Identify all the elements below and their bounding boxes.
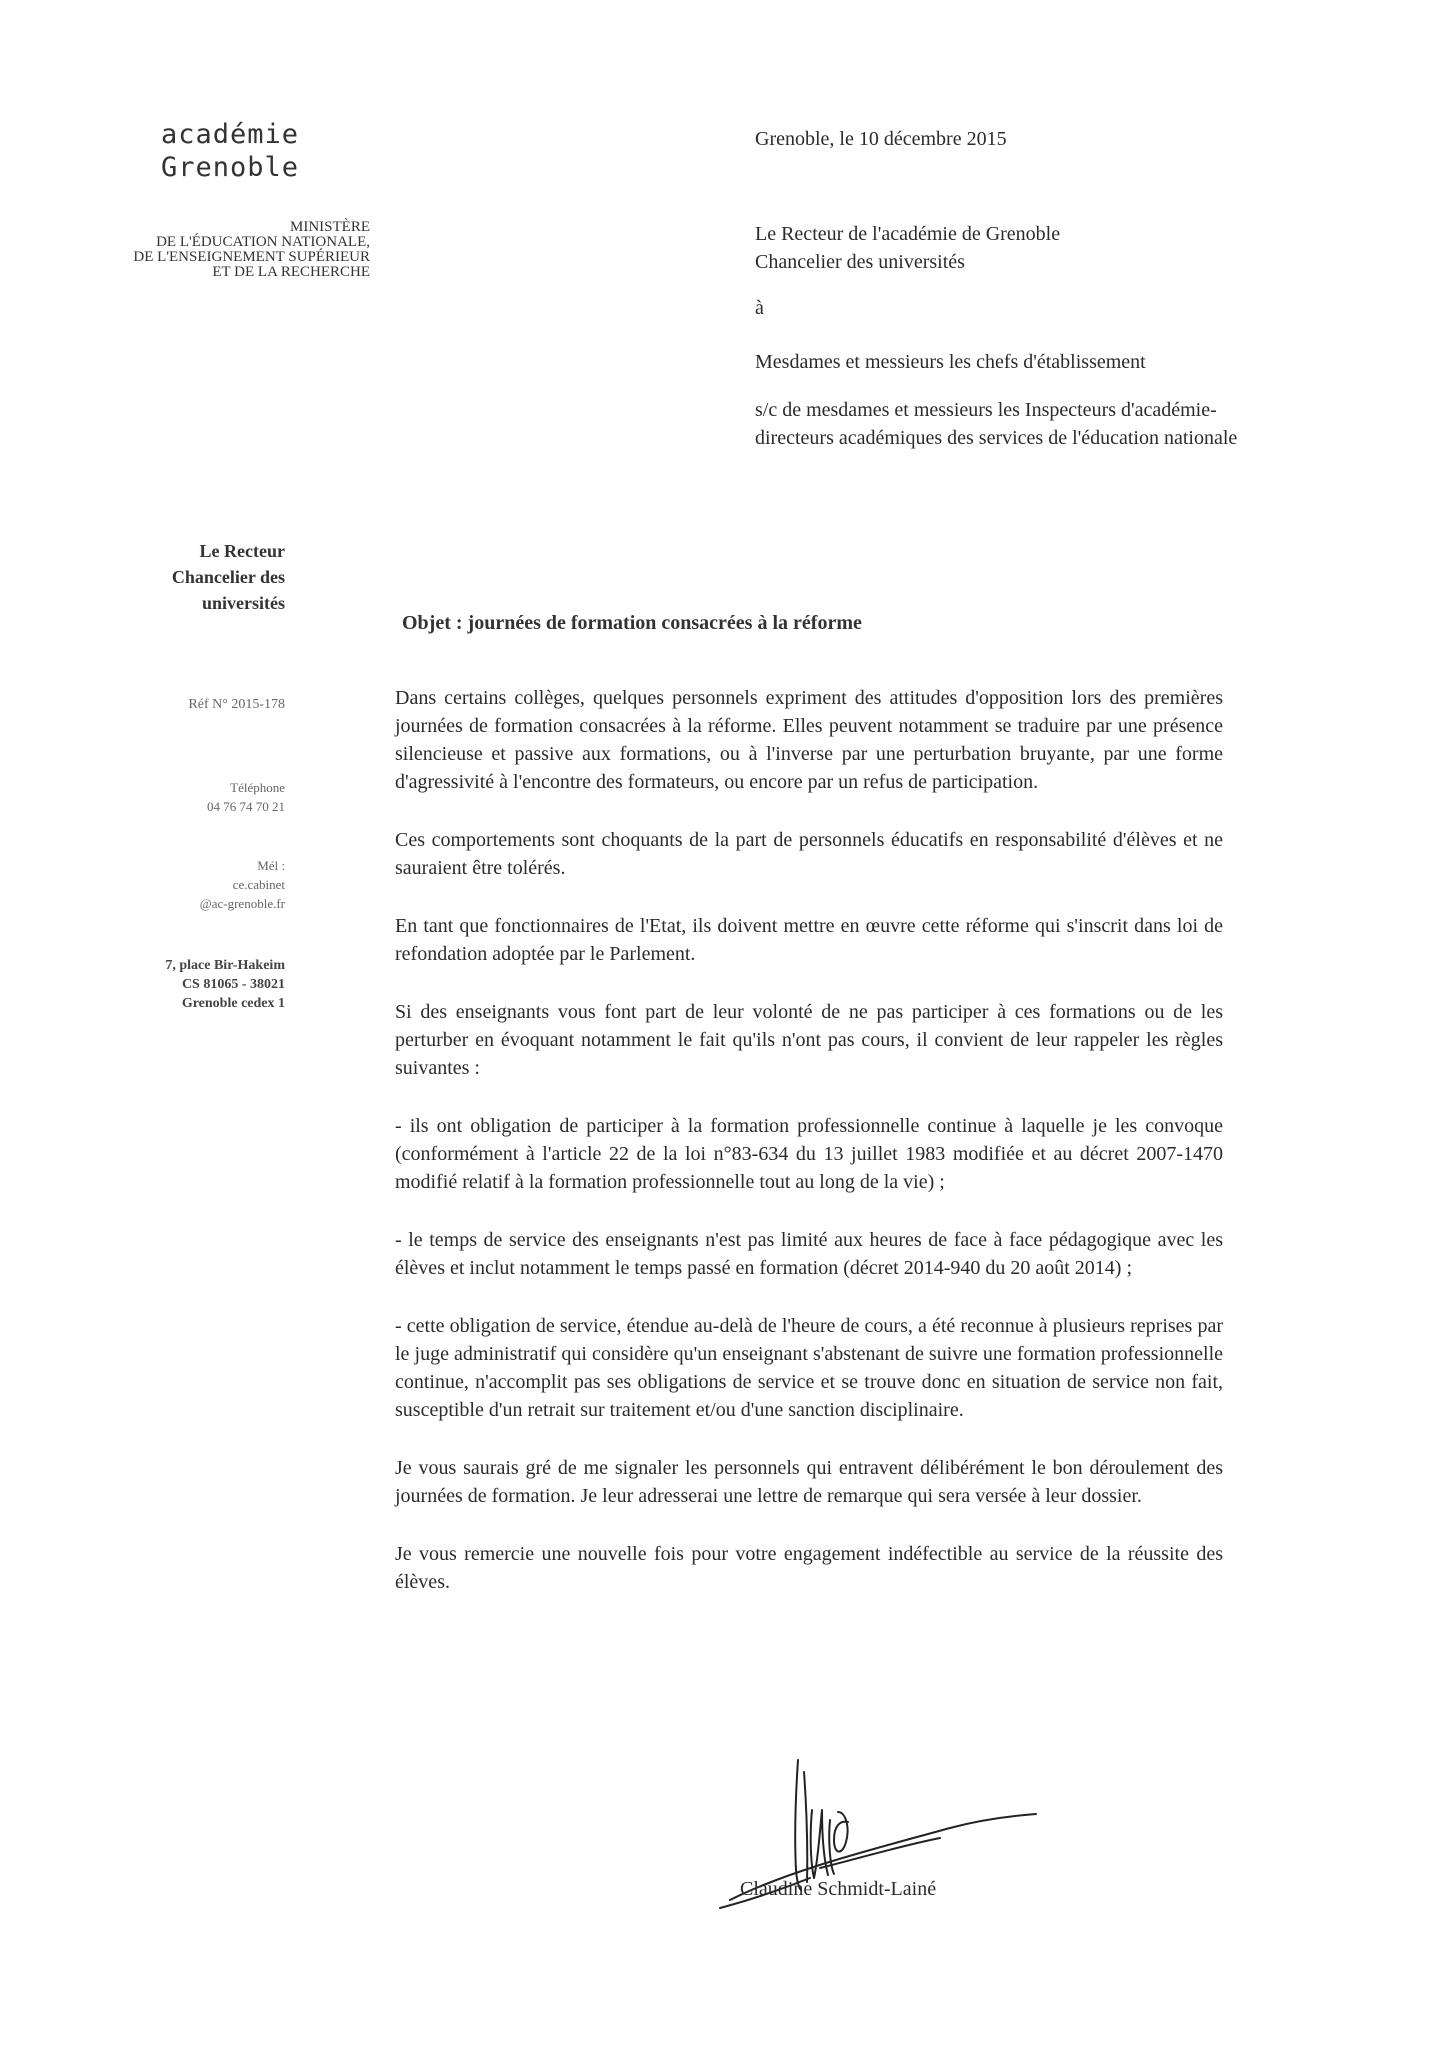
signatory-name: Claudine Schmidt-Lainé	[740, 1878, 937, 1900]
logo-line1: académie	[160, 119, 300, 150]
ministry-line2: DE L'ÉDUCATION NATIONALE,	[156, 234, 370, 250]
academie-logo	[150, 118, 310, 184]
copy-to: s/c de mesdames et messieurs les Inspecteurs d'académie-directeurs académiques des services de l'éducation nationale	[755, 399, 1238, 449]
ministry-line4: ET DE LA RECHERCHE	[212, 264, 370, 280]
paragraph: Je vous saurais gré de me signaler les personnels qui entravent délibérément le bon déroulement des journées de formation. Je leur adresserai une lettre de remarque qui sera versée à leur dossier.	[395, 1457, 1223, 1507]
paragraph: - le temps de service des enseignants n'est pas limité aux heures de face à face pédagogique avec les élèves et inclut notamment le temps passé en formation (décret 2014-940 du 20 août 2014) ;	[395, 1229, 1223, 1279]
sidebar-recteur	[172, 538, 285, 616]
ministry-block	[80, 220, 370, 280]
paragraph: - ils ont obligation de participer à la formation professionnelle continue à laquelle je les convoque (conformément à l'article 22 de la loi n°83-634 du 13 juillet 1983 modifiée et au décret 2007-1470 modifié relatif à la formation professionnelle tout au long de la vie) ;	[395, 1115, 1223, 1193]
sidebar-recteur-line2: Chancelier des	[171, 567, 285, 587]
letter-body	[395, 684, 1223, 1626]
sidebar-telephone	[207, 778, 285, 816]
paragraph: Si des enseignants vous font part de leur volonté de ne pas participer à ces formations ou de les perturber en évoquant notamment le fait qu'ils n'ont pas cours, il convient de leur rappeler les règles suivantes :	[395, 1001, 1223, 1079]
paragraph: En tant que fonctionnaires de l'Etat, ils doivent mettre en œuvre cette réforme qui s'inscrit dans loi de refondation adoptée par le Parlement.	[395, 915, 1223, 965]
letter-date: Grenoble, le 10 décembre 2015	[755, 128, 1007, 150]
to-label: à	[755, 297, 764, 319]
email-line2: @ac-grenoble.fr	[199, 896, 285, 911]
recipient: Mesdames et messieurs les chefs d'établissement	[755, 351, 1146, 373]
sidebar-recteur-line3: universités	[202, 593, 285, 613]
paragraph: Dans certains collèges, quelques personnels expriment des attitudes d'opposition lors des premières journées de formation consacrées à la réforme. Elles peuvent notamment se traduire par une présence silencieuse et passive aux formations, ou à l'inverse par une perturbation bruyante, par une forme d'agressivité à l'encontre des formateurs, ou encore par un refus de participation.	[395, 687, 1223, 793]
telephone-value: 04 76 74 70 21	[207, 799, 285, 814]
sidebar-address	[165, 956, 285, 1013]
email-line1: ce.cabinet	[232, 877, 285, 892]
ministry-line3: DE L'ENSEIGNEMENT SUPÉRIEUR	[133, 249, 370, 265]
paragraph: Ces comportements sont choquants de la part de personnels éducatifs en responsabilité d'élèves et ne sauraient être tolérés.	[395, 829, 1223, 879]
telephone-label: Téléphone	[230, 780, 285, 795]
address-line2: CS 81065 - 38021	[181, 977, 285, 992]
recipients-block	[755, 220, 1255, 452]
sidebar-recteur-line1: Le Recteur	[199, 541, 285, 561]
letter-subject: Objet : journées de formation consacrées à la réforme	[402, 612, 862, 634]
ministry-line1: MINISTÈRE	[290, 219, 370, 235]
address-line3: Grenoble cedex 1	[181, 996, 285, 1011]
sidebar-reference: Réf N° 2015-178	[188, 697, 285, 712]
email-label: Mél :	[257, 858, 285, 873]
paragraph: Je vous remercie une nouvelle fois pour votre engagement indéfectible au service de la réussite des élèves.	[395, 1543, 1223, 1593]
address-line1: 7, place Bir-Hakeim	[165, 958, 285, 973]
sender-line2: Chancelier des universités	[755, 251, 965, 273]
logo-line2: Grenoble	[160, 152, 300, 183]
sidebar-email	[200, 856, 285, 913]
paragraph: - cette obligation de service, étendue au-delà de l'heure de cours, a été reconnue à plusieurs reprises par le juge administratif qui considère qu'un enseignant s'abstenant de suivre une formation professionnelle continue, n'accomplit pas ses obligations de service et se trouve donc en situation de service non fait, susceptible d'un retrait sur traitement et/ou d'une sanction disciplinaire.	[395, 1315, 1223, 1421]
sender-line1: Le Recteur de l'académie de Grenoble	[755, 223, 1061, 245]
